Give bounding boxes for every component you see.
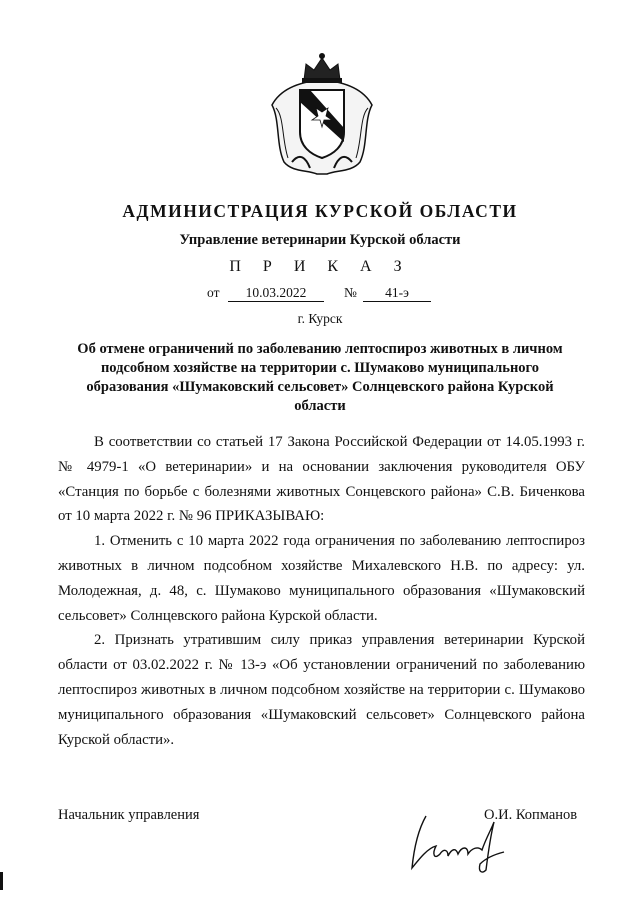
document-type: П Р И К А З bbox=[229, 258, 411, 275]
document-title: Об отмене ограничений по заболеванию лептоспироз животных в личном подсобном хозяйстве на территории с. Шумаково муниципального образования «Шумаковский сельсовет» Солнцевского района Курской области bbox=[77, 341, 563, 414]
paragraph-basis: В соответствии со статьей 17 Закона Российской Федерации от 14.05.1993 г. № 4979-1 «О ветеринарии» и на основании заключения руководителя ОБУ «Станция по борьбе с болезнями животных Сонцевского района» С.В. Биченкова от 10 марта 2022 г. № 96 ПРИКАЗЫВАЮ: bbox=[58, 434, 585, 525]
paragraph-item-2: 2. Признать утратившим силу приказ управления ветеринарии Курской области от 03.02.2022 г. № 13-э «Об установлении ограничений по заболеванию лептоспироз животных в личном подсобном хозяйстве на территории с. Шумаково муниципального образования «Шумаковский сельсовет» Солнцевского района Курской области». bbox=[58, 632, 585, 748]
signatory-name: О.И. Копманов bbox=[484, 807, 578, 823]
number-label: № bbox=[344, 285, 357, 300]
organization-name: АДМИНИСТРАЦИЯ КУРСКОЙ ОБЛАСТИ bbox=[122, 201, 518, 221]
document-body bbox=[58, 430, 585, 752]
signatory-position: Начальник управления bbox=[58, 807, 200, 823]
order-date: 10.03.2022 bbox=[228, 285, 324, 302]
kursk-coat-of-arms-icon bbox=[262, 50, 382, 180]
paragraph-item-1: 1. Отменить с 10 марта 2022 года ограничения по заболеванию лептоспироз животных в личном подсобном хозяйстве Михалевского Н.В. по адресу: ул. Молодежная, д. 48, с. Шумаково муниципального образования «Шумаковский сельсовет» Солнцевского района Курской области. bbox=[58, 533, 585, 624]
department-name: Управление ветеринарии Курской области bbox=[179, 232, 461, 248]
date-label: от bbox=[207, 285, 220, 300]
order-number: 41-э bbox=[363, 285, 431, 302]
city: г. Курск bbox=[297, 311, 343, 326]
scan-margin-mark bbox=[0, 872, 3, 890]
